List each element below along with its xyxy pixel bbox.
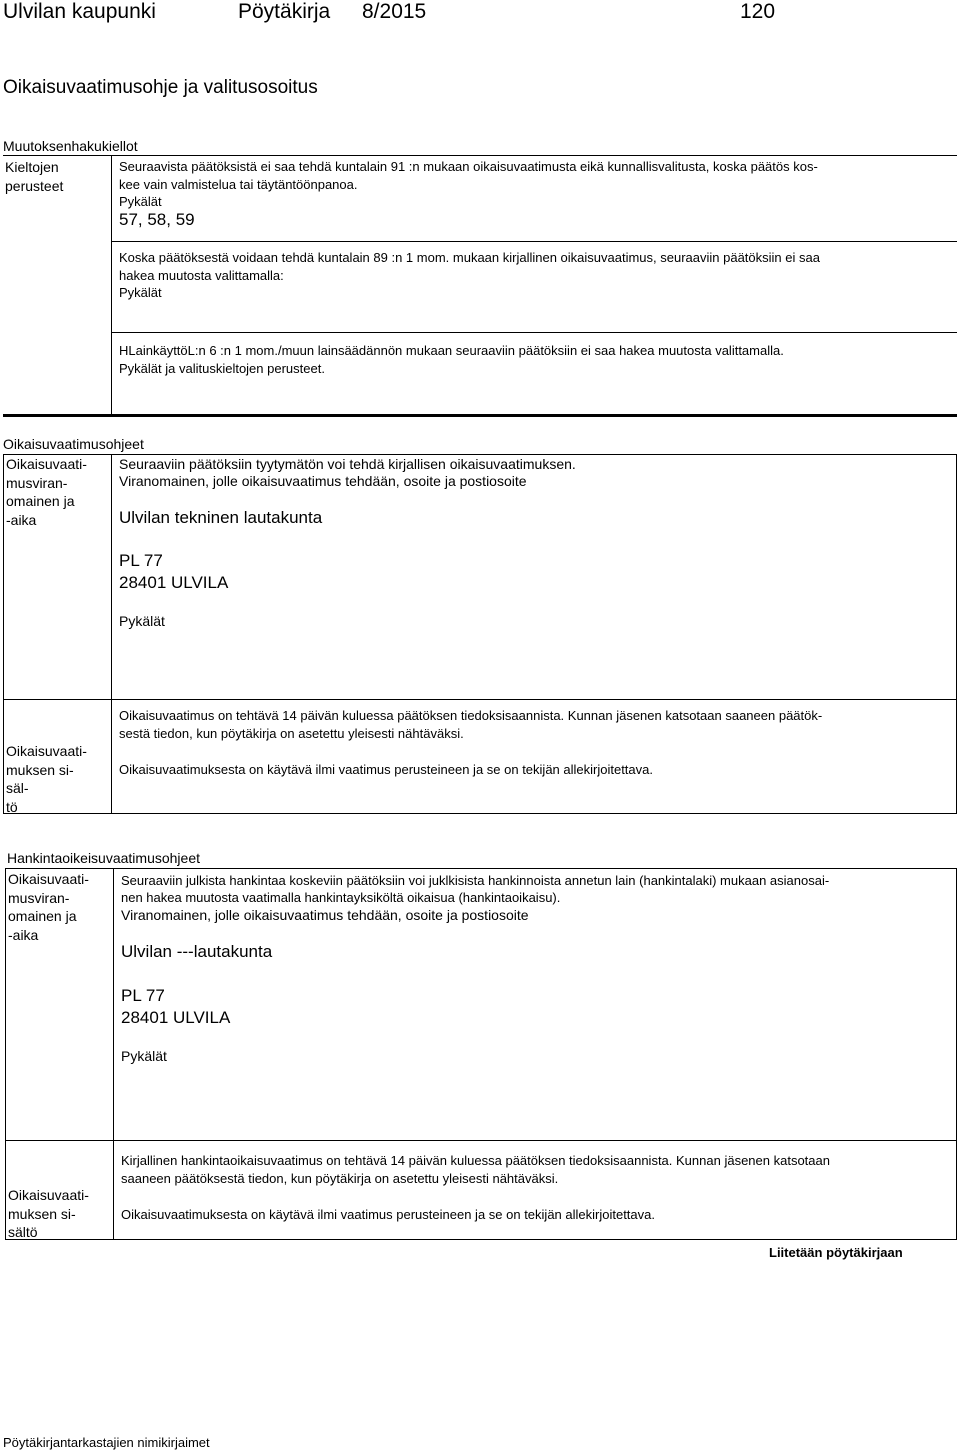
label-viranomainen-ja-aika: Oikaisuvaati- musviran- omainen ja -aika <box>8 871 89 943</box>
pykalat-label: Pykälät <box>119 613 165 629</box>
column-divider <box>113 868 114 1240</box>
divider <box>5 1140 957 1141</box>
text-paragraph: Koska päätöksestä voidaan tehdä kuntalain 89 :n 1 mom. mukaan kirjallinen oikaisuvaatimus, seuraaviin päätöksiin ei saa <box>119 250 820 265</box>
text-paragraph: Kirjallinen hankintaoikaisuvaatimus on tehtävä 14 päivän kuluessa päätöksen tiedoksisaannista. Kunnan jäsenen katsotaan <box>121 1153 830 1168</box>
footer-initials-label: Pöytäkirjantarkastajien nimikirjaimet <box>3 1435 210 1450</box>
column-divider <box>111 454 112 814</box>
divider <box>3 699 957 700</box>
divider <box>111 332 957 333</box>
pykalat-label: Pykälät <box>121 1048 167 1064</box>
header-number: 8/2015 <box>362 0 427 23</box>
label-oikaisuvaatimuksen-sisalto: Oikaisuvaati- muksen si- sältö <box>8 1187 89 1240</box>
label-viranomainen-ja-aika: Oikaisuvaati- musviran- omainen ja -aika <box>6 456 87 528</box>
section-top-rule <box>3 155 957 156</box>
text-paragraph: Oikaisuvaatimus on tehtävä 14 päivän kuluessa päätöksen tiedoksisaannista. Kunnan jäsenen katsotaan saaneen päätök- <box>119 708 823 723</box>
text-paragraph: sestä tiedon, kun pöytäkirja on asetettu yleisesti nähtäväksi. <box>119 726 464 741</box>
section-heading-oikaisuvaatimusohjeet: Oikaisuvaatimusohjeet <box>3 436 144 452</box>
po-box: PL 77 <box>121 986 165 1005</box>
section-heading-muutoksenhakukiellot: Muutoksenhakukiellot <box>3 138 138 154</box>
text-paragraph: Seuraavista päätöksistä ei saa tehdä kuntalain 91 :n mukaan oikaisuvaatimusta eikä kunnallisvalitusta, koska päätös kos- <box>119 159 818 174</box>
header-doc: Pöytäkirja <box>238 0 331 23</box>
text-paragraph: hakea muutosta valittamalla: <box>119 268 284 283</box>
text-paragraph: HLainkäyttöL:n 6 :n 1 mom./muun lainsäädännön mukaan seuraaviin päätöksiin ei saa hakea muutosta valittamalla. <box>119 343 784 358</box>
text-paragraph: Pykälät ja valituskieltojen perusteet. <box>119 361 325 376</box>
text-paragraph: Seuraaviin päätöksiin tyytymätön voi tehdä kirjallisen oikaisuvaatimuksen. <box>119 456 576 472</box>
postal-address: 28401 ULVILA <box>121 1008 231 1027</box>
column-divider <box>111 155 112 415</box>
text-paragraph: Viranomainen, jolle oikaisuvaatimus tehdään, osoite ja postiosoite <box>119 473 527 489</box>
page-title: Oikaisuvaatimusohje ja valitusosoitus <box>3 77 318 98</box>
thick-rule <box>3 414 957 417</box>
text-paragraph: Oikaisuvaatimuksesta on käytävä ilmi vaatimus perusteineen ja se on tekijän allekirjoitettava. <box>121 1207 655 1222</box>
text-paragraph: kee vain valmistelua tai täytäntöönpanoa. <box>119 177 358 192</box>
text-paragraph: Seuraaviin julkista hankintaa koskeviin päätöksiin voi juklkisista hankinnoista annetun lain (hankintalaki) mukaan asianosai- <box>121 873 830 888</box>
header-page-number: 120 <box>740 0 776 23</box>
header-city: Ulvilan kaupunki <box>3 0 156 23</box>
text-paragraph: nen hakea muutosta vaatimalla hankintayksiköltä oikaisua (hankintaoikaisu). <box>121 890 561 905</box>
po-box: PL 77 <box>119 551 163 570</box>
divider <box>111 241 957 242</box>
authority-name: Ulvilan ---lautakunta <box>121 942 273 961</box>
text-paragraph: Oikaisuvaatimuksesta on käytävä ilmi vaatimus perusteineen ja se on tekijän allekirjoitettava. <box>119 762 653 777</box>
text-paragraph: Viranomainen, jolle oikaisuvaatimus tehdään, osoite ja postiosoite <box>121 907 529 923</box>
attachment-note: Liitetään pöytäkirjaan <box>769 1245 903 1260</box>
text-paragraph: saaneen päätöksestä tiedon, kun pöytäkirja on asetettu yleisesti nähtäväksi. <box>121 1171 559 1186</box>
authority-name: Ulvilan tekninen lautakunta <box>119 508 323 527</box>
section-numbers: 57, 58, 59 <box>119 210 195 229</box>
label-kieltojen-perusteet: Kieltojen perusteet <box>5 159 64 194</box>
label-oikaisuvaatimuksen-sisalto: Oikaisuvaati- muksen si- säl- tö <box>6 743 87 815</box>
pykalat-label: Pykälät <box>119 285 162 300</box>
section-heading-hankinta: Hankintaoikeisuvaatimusohjeet <box>7 850 200 866</box>
pykalat-label: Pykälät <box>119 194 162 209</box>
postal-address: 28401 ULVILA <box>119 573 229 592</box>
